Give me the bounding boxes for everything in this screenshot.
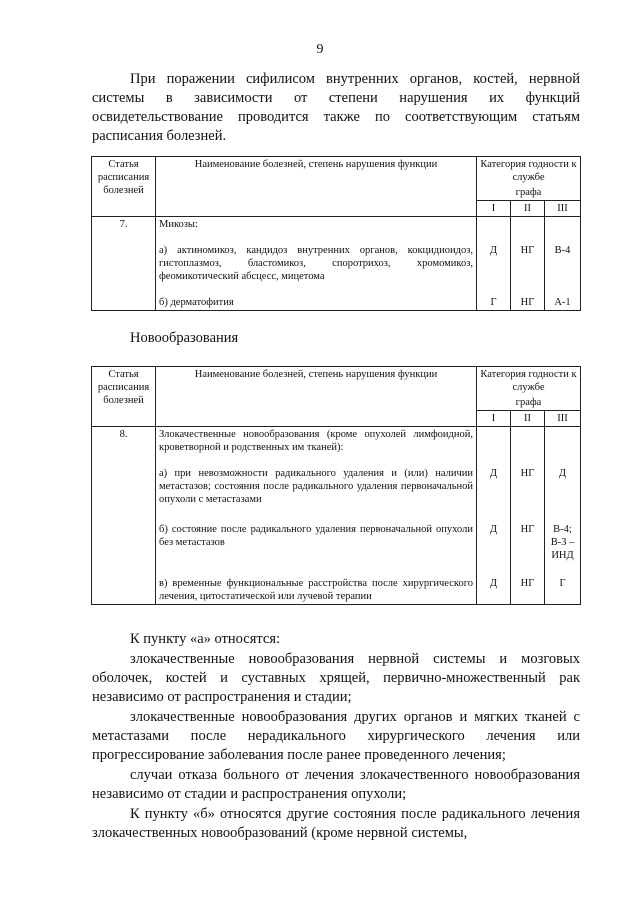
header-category: Категория годности к службе [477,157,581,186]
header-col-3: III [545,411,581,427]
header-name: Наименование болезней, степень нарушения функции [156,367,477,427]
disease-title: Злокачественные новообразования (кроме опухолей лимфоидной, кроветворной и родственных им тканей): [156,427,477,456]
table-row-grade-3: Д [545,455,581,507]
table-row-text: в) временные функциональные расстройства после хирургического лечения, цитостатической или лучевой терапии [156,563,477,605]
table-row-grade-3: В-4 [545,232,581,284]
paragraph-nervous-system: злокачественные новообразования нервной системы и мозговых оболочек, костей и суставных хрящей, первично-множественный рак независимо от распространения и стадии; [92,651,580,705]
table-row-grade-3: Г [545,563,581,605]
header-name: Наименование болезней, степень нарушения функции [156,157,477,217]
intro-paragraph: При поражении сифилисом внутренних органов, костей, нервной системы в зависимости от степени нарушения их функций освидетельствование проводится также по соответствующим статьям расписания болезней. [92,71,580,144]
table-row-grade-3: А-1 [545,284,581,311]
table-row-grade-1: Д [477,232,511,284]
table-row-grade-2: НГ [511,455,545,507]
table-row-grade-1: Д [477,507,511,563]
disease-title: Микозы: [156,217,477,233]
header-column: графа [477,185,581,201]
table-row-grade-1: Г [477,284,511,311]
table-mycoses [91,156,581,311]
table-row-grade-2: НГ [511,232,545,284]
paragraph-point-a: К пункту «а» относятся: [130,631,281,647]
table-row-text: а) актиномикоз, кандидоз внутренних органов, кокцидиоидоз, гистоплазмоз, бластомикоз, споротрихоз, хромомикоз, феомикотический абсцесс, мицетома [156,232,477,284]
table-row-text: б) состояние после радикального удаления первоначальной опухоли без метастазов [156,507,477,563]
article-number: 7. [92,217,156,311]
header-col-3: III [545,201,581,217]
section-heading: Новообразования [130,330,239,346]
header-col-2: II [511,411,545,427]
table-row-grade-2: НГ [511,563,545,605]
table-neoplasms [91,366,581,605]
header-article: Статья расписания болезней [92,367,156,427]
paragraph-point-b: К пункту «б» относятся другие состояния после радикального лечения злокачественных новообразований (кроме нервной системы, [92,806,580,841]
table-row-text: б) дерматофития [156,284,477,311]
paragraph-metastases: злокачественные новообразования других органов и мягких тканей с метастазами после нерадикального хирургического лечения или прогрессирование заболевания после ранее проведенного лечения; [92,709,580,763]
article-number: 8. [92,427,156,605]
table-row-grade-2: НГ [511,284,545,311]
table-row-grade-2: НГ [511,507,545,563]
table-row-grade-1: Д [477,563,511,605]
header-category: Категория годности к службе [477,367,581,396]
header-col-1: I [477,201,511,217]
paragraph-refusal: случаи отказа больного от лечения злокачественного новообразования независимо от стадии и распространения опухоли; [92,767,580,802]
header-column: графа [477,395,581,411]
header-col-1: I [477,411,511,427]
table-row-grade-1: Д [477,455,511,507]
table-row-text: а) при невозможности радикального удаления и (или) наличии метастазов; состояния после радикального удаления первоначальной опухоли с метастазами [156,455,477,507]
table-row-grade-3: В-4; В-3 – ИНД [545,507,581,563]
page-number: 9 [316,42,324,57]
header-article: Статья расписания болезней [92,157,156,217]
header-col-2: II [511,201,545,217]
